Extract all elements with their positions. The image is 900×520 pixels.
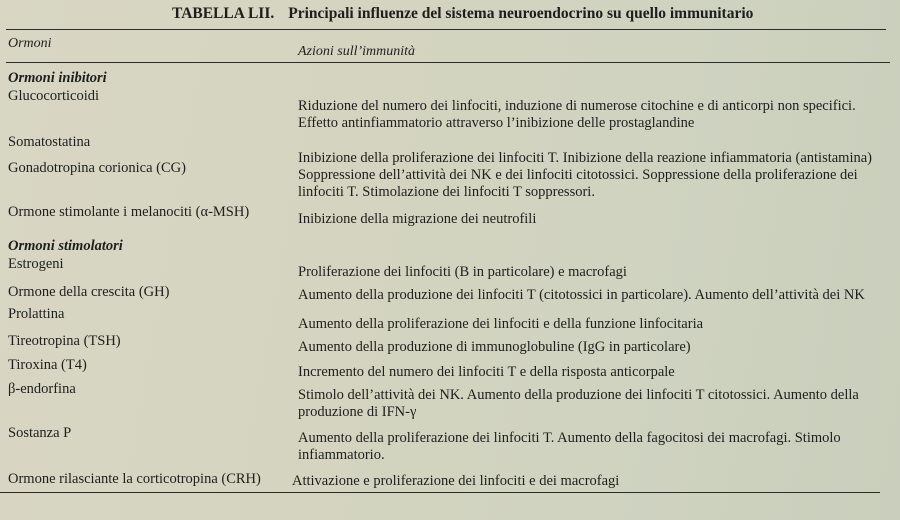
header-rule [6,62,890,63]
top-rule [6,29,886,30]
hormone-name: Estrogeni [8,256,64,272]
hormone-name: Prolattina [8,306,65,322]
hormone-action: Stimolo dell’attività dei NK. Aumento della produzione dei linfociti T citotossici. Aumento della produzione di IFN-γ [298,387,859,420]
table-title [172,5,753,23]
hormone-name: Gonadotropina corionica (CG) [8,160,186,176]
hormone-action: Aumento della produzione di immunoglobuline (IgG in particolare) [298,339,691,355]
section-title-inhibitors: Ormoni inibitori [8,70,107,86]
hormone-action: Soppressione dell’attività dei NK e dei linfociti citotossici. Soppressione della proliferazione dei linfociti T. Stimolazione dei linfociti T soppressori. [298,167,858,200]
table-caption: Principali influenze del sistema neuroendocrino su quello immunitario [288,5,754,22]
hormone-action: Proliferazione dei linfociti (B in particolare) e macrofagi [298,264,627,280]
hormone-name: Tiroxina (T4) [8,357,87,373]
hormone-name: Glucocorticoidi [8,88,100,104]
hormone-action: Incremento del numero dei linfociti T e della risposta anticorpale [298,364,675,380]
hormone-name: Sostanza P [8,425,72,441]
section-title-stimulators: Ormoni stimolatori [8,238,123,254]
hormone-action: Aumento della produzione dei linfociti T (citotossici in particolare). Aumento dell’attività dei NK [298,287,865,303]
header-hormones: Ormoni [8,36,52,51]
hormone-name: Somatostatina [8,134,91,150]
header-actions: Azioni sull’immunità [298,44,416,59]
hormone-name: Ormone rilasciante la corticotropina (CRH) [8,471,261,487]
hormone-action: Inibizione della proliferazione dei linfociti T. Inibizione della reazione infiammatoria (antistamina) [298,150,872,166]
table-number: TABELLA LII. [172,5,275,22]
bottom-rule [0,492,880,493]
hormone-name: Ormone della crescita (GH) [8,284,170,300]
hormone-action: Aumento della proliferazione dei linfociti T. Aumento della fagocitosi dei macrofagi. Stimolo infiammatorio. [298,430,841,463]
hormone-name: Ormone stimolante i melanociti (α-MSH) [8,204,250,220]
hormone-action: Attivazione e proliferazione dei linfociti e dei macrofagi [292,473,620,489]
hormone-name: Tireotropina (TSH) [8,333,121,349]
hormone-name: β-endorfina [8,381,76,397]
hormone-action: Aumento della proliferazione dei linfociti e della funzione linfocitaria [298,316,704,332]
hormone-action: Inibizione della migrazione dei neutrofili [298,211,537,227]
hormone-action: Riduzione del numero dei linfociti, induzione di numerose citochine e di anticorpi non specifici. Effetto antinfiammatorio attraverso l’inibizione delle prostaglandine [298,98,856,131]
